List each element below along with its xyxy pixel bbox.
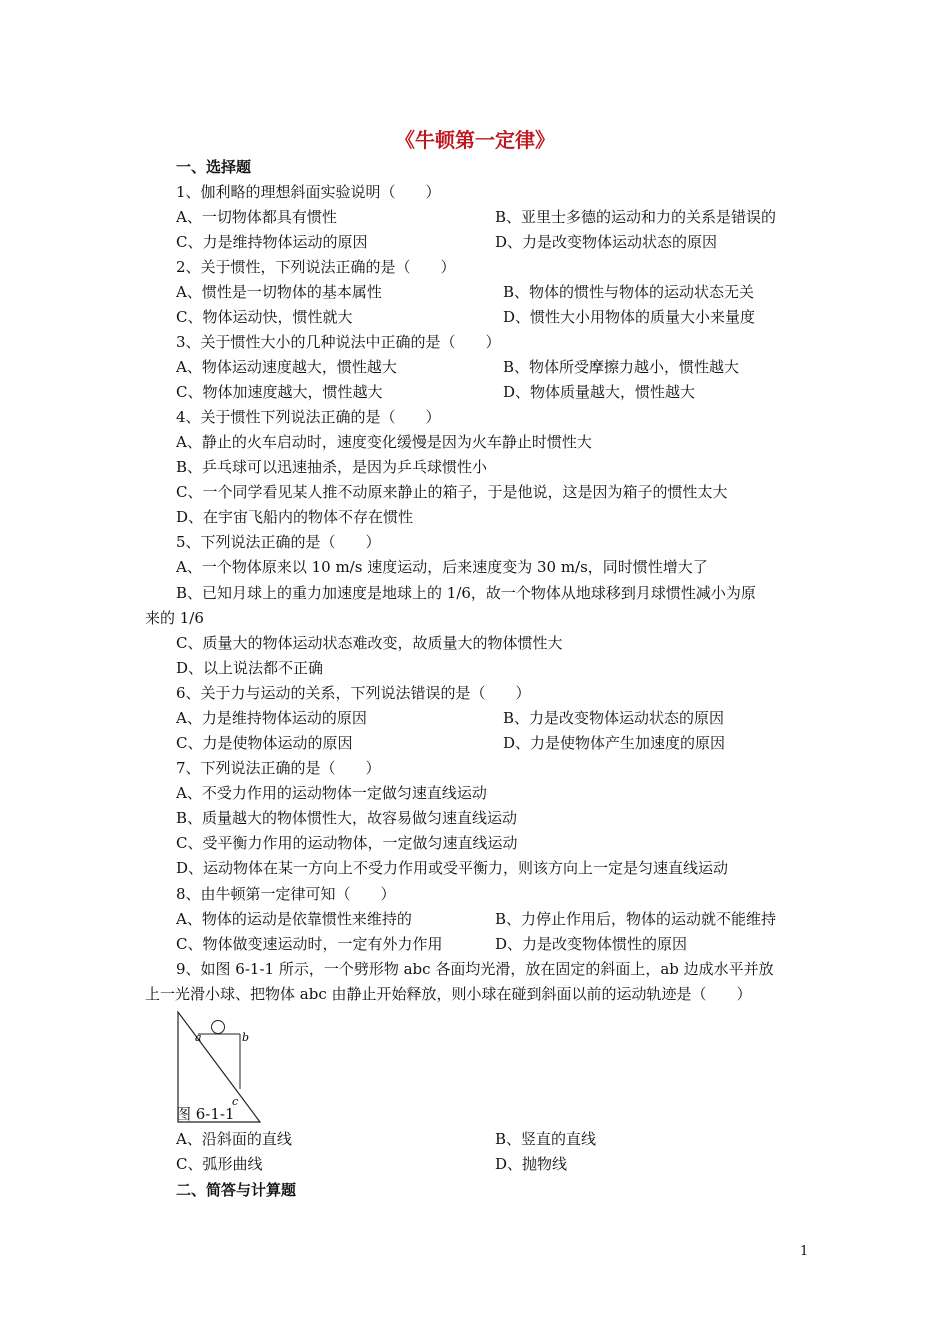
q4-option-d: D、在宇宙飞船内的物体不存在惯性 xyxy=(176,508,414,526)
q8-option-d: D、力是改变物体惯性的原因 xyxy=(495,935,688,953)
q3-option-d: D、物体质量越大，惯性越大 xyxy=(503,383,696,401)
q8-option-c: C、物体做变速运动时，一定有外力作用 xyxy=(176,935,443,953)
q5-option-d: D、以上说法都不正确 xyxy=(176,659,324,677)
q9-option-d: D、抛物线 xyxy=(495,1155,568,1173)
q4-option-a: A、静止的火车启动时，速度变化缓慢是因为火车静止时惯性大 xyxy=(176,433,592,451)
q1-option-c: C、力是维持物体运动的原因 xyxy=(176,233,368,251)
q7-stem: 7、下列说法正确的是（ ） xyxy=(176,759,381,777)
page-title: 《牛顿第一定律》 xyxy=(395,128,555,152)
q3-stem: 3、关于惯性大小的几种说法中正确的是（ ） xyxy=(176,333,501,351)
q2-stem: 2、关于惯性，下列说法正确的是（ ） xyxy=(176,258,456,276)
q1-option-a: A、一切物体都具有惯性 xyxy=(176,208,337,226)
q5-option-c: C、质量大的物体运动状态难改变，故质量大的物体惯性大 xyxy=(176,634,563,652)
q2-option-d: D、惯性大小用物体的质量大小来量度 xyxy=(503,308,756,326)
q3-option-c: C、物体加速度越大，惯性越大 xyxy=(176,383,383,401)
q1-stem: 1、伽利略的理想斜面实验说明（ ） xyxy=(176,183,441,201)
page-number: 1 xyxy=(800,1244,809,1259)
q1-option-d: D、力是改变物体运动状态的原因 xyxy=(495,233,718,251)
q6-option-c: C、力是使物体运动的原因 xyxy=(176,734,353,752)
q2-option-b: B、物体的惯性与物体的运动状态无关 xyxy=(503,283,755,301)
q2-option-a: A、惯性是一切物体的基本属性 xyxy=(176,283,382,301)
q5-option-a: A、一个物体原来以 10 m/s 速度运动，后来速度变为 30 m/s，同时惯性增大了 xyxy=(176,558,708,576)
q4-option-b: B、乒乓球可以迅速抽杀，是因为乒乓球惯性小 xyxy=(176,458,488,476)
q5-option-b-line2: 来的 1/6 xyxy=(145,609,204,627)
q4-stem: 4、关于惯性下列说法正确的是（ ） xyxy=(176,408,441,426)
q6-stem: 6、关于力与运动的关系，下列说法错误的是（ ） xyxy=(176,684,531,702)
q5-stem: 5、下列说法正确的是（ ） xyxy=(176,533,381,551)
section-heading-choice: 一、选择题 xyxy=(176,158,252,176)
ball xyxy=(212,1021,225,1034)
q7-option-c: C、受平衡力作用的运动物体，一定做匀速直线运动 xyxy=(176,834,518,852)
q1-option-b: B、亚里士多德的运动和力的关系是错误的 xyxy=(495,208,777,226)
q7-option-d: D、运动物体在某一方向上不受力作用或受平衡力，则该方向上一定是匀速直线运动 xyxy=(176,859,729,877)
q9-option-b: B、竖直的直线 xyxy=(495,1130,597,1148)
label-c: c xyxy=(232,1095,239,1108)
q9-option-a: A、沿斜面的直线 xyxy=(176,1130,292,1148)
q9-option-c: C、弧形曲线 xyxy=(176,1155,263,1173)
q9-stem-line2: 上一光滑小球、把物体 abc 由静止开始释放，则小球在碰到斜面以前的运动轨迹是（ ） xyxy=(145,985,752,1003)
figure-caption: 图 6-1-1 xyxy=(176,1105,235,1123)
q9-stem-line1: 9、如图 6-1-1 所示，一个劈形物 abc 各面均光滑，放在固定的斜面上，ab 边成水平并放 xyxy=(176,960,774,978)
q3-option-b: B、物体所受摩擦力越小，惯性越大 xyxy=(503,358,740,376)
q5-option-b-line1: B、已知月球上的重力加速度是地球上的 1/6，故一个物体从地球移到月球惯性减小为原 xyxy=(176,584,756,602)
q7-option-b: B、质量越大的物体惯性大，故容易做匀速直线运动 xyxy=(176,809,518,827)
q8-option-a: A、物体的运动是依靠惯性来维持的 xyxy=(176,910,412,928)
q6-option-a: A、力是维持物体运动的原因 xyxy=(176,709,367,727)
q8-option-b: B、力停止作用后，物体的运动就不能维持 xyxy=(495,910,777,928)
q4-option-c: C、一个同学看见某人推不动原来静止的箱子，于是他说，这是因为箱子的惯性太大 xyxy=(176,483,728,501)
q8-stem: 8、由牛顿第一定律可知（ ） xyxy=(176,885,396,903)
q7-option-a: A、不受力作用的运动物体一定做匀速直线运动 xyxy=(176,784,487,802)
q6-option-b: B、力是改变物体运动状态的原因 xyxy=(503,709,725,727)
q3-option-a: A、物体运动速度越大，惯性越大 xyxy=(176,358,397,376)
section-heading-short-answer: 二、简答与计算题 xyxy=(176,1181,297,1199)
q6-option-d: D、力是使物体产生加速度的原因 xyxy=(503,734,726,752)
label-a: a xyxy=(195,1031,202,1044)
q2-option-c: C、物体运动快，惯性就大 xyxy=(176,308,353,326)
label-b: b xyxy=(242,1031,250,1044)
